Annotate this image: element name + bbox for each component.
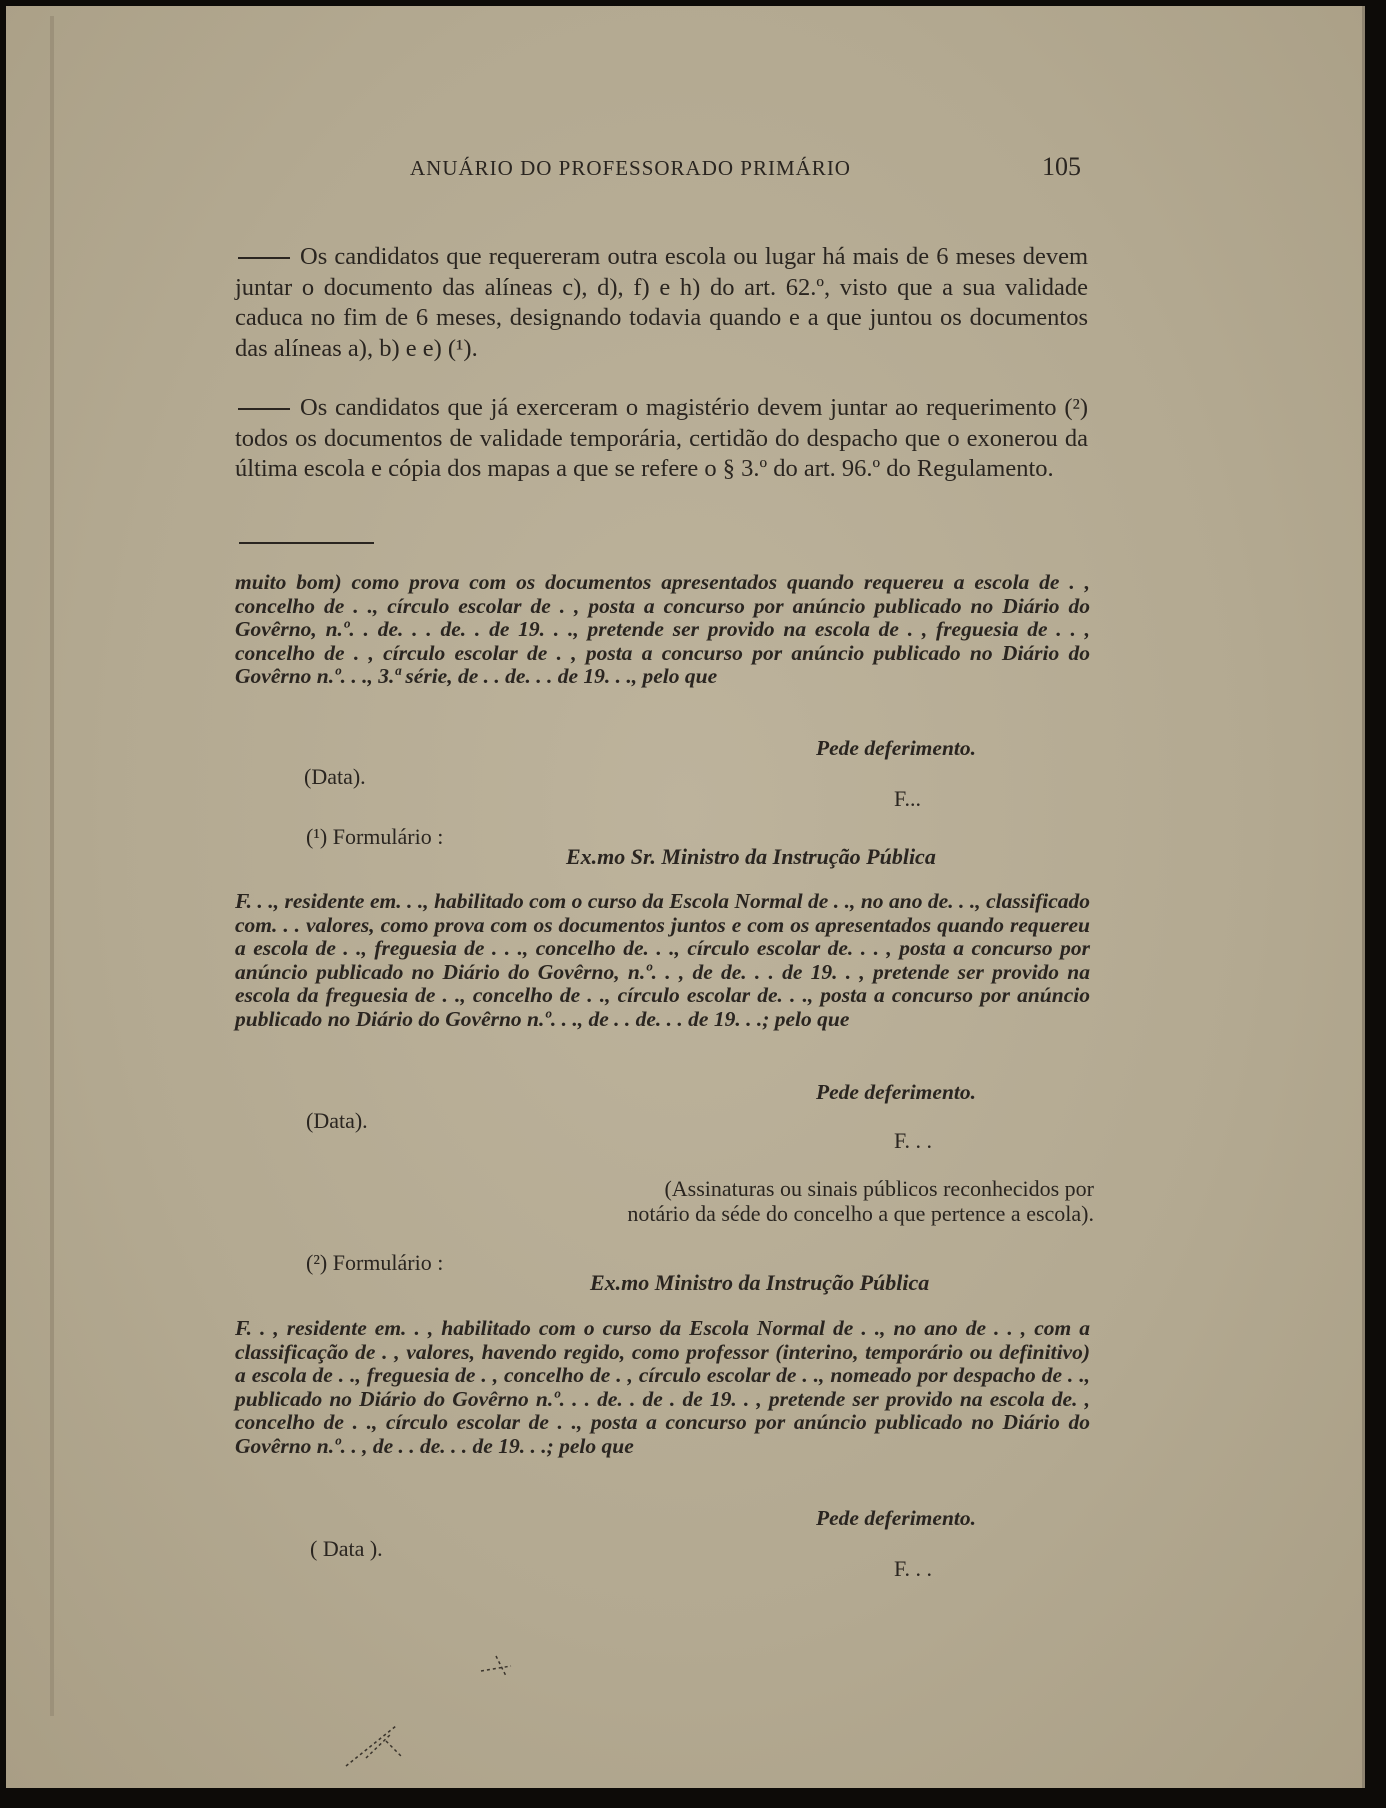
footnote-date: (Data). (304, 764, 366, 789)
em-dash-rule (238, 408, 290, 410)
paragraph-1 (235, 242, 1088, 364)
form-2-closing: Pede deferimento. (816, 1506, 977, 1530)
em-dash-rule (238, 257, 290, 259)
footnote-closing: Pede deferimento. (816, 736, 977, 760)
form-1-authentication-note-line-2: notário da séde do concelho a que pertence a escola). (627, 1201, 1094, 1226)
form-2-addressee: Ex.mo Ministro da Instrução Pública (590, 1270, 930, 1295)
paragraph-2-text: Os candidatos que já exerceram o magistério devem juntar ao requerimento (²) todos os documentos de validade temporária, certidão do despacho que o exonerou da última escola e cópia dos mapas a que se refere o § 3.º do art. 96.º do Regulamento. (235, 394, 1088, 482)
pencil-scribble-mark (306, 1646, 546, 1786)
page-number: 105 (1042, 152, 1081, 181)
footnote-continuation-text: muito bom) como prova com os documentos apresentados quando requereu a escola de . , concelho de . ., círculo escolar de . , posta a concurso por anúncio publicado no Diário do Govêrno, n.º. . de. . . de. . de 19. . ., pretende ser provido na escola de . , freguesia de . . , concelho de . , círculo escolar de . , posta a concurso por anúncio publicado no Diário do Govêrno n.º. . ., 3.ª série, de . . de. . . de 19. . ., pelo que (235, 570, 1090, 688)
form-1-closing: Pede deferimento. (816, 1080, 977, 1104)
form-2-signature: F. . . (894, 1556, 932, 1581)
form-2-date: ( Data ). (310, 1536, 383, 1561)
form-1-text: F. . ., residente em. . ., habilitado com o curso da Escola Normal de . ., no ano de. . ., classificado com. . . valores, como prova com os documentos juntos e com os apresentados quando requereu a escola de . ., freguesia de . . ., concelho de. . ., círculo escolar de. . . , posta a concurso por anúncio publicado no Diário do Govêrno, n.º. . , de de. . . de 19. . , pretende ser provido na escola da freguesia de . ., concelho de . ., círculo escolar de. . ., posta a concurso por anúncio publicado no Diário do Govêrno n.º. . ., de . . de. . . de 19. . .; pelo que (235, 889, 1090, 1031)
book-page (6, 6, 1365, 1788)
form-1-signature: F. . . (894, 1128, 932, 1153)
form-2-text: F. . , residente em. . , habilitado com o curso da Escola Normal de . ., no ano de . . , com a classificação de . , valores, havendo regido, como professor (interino, temporário ou definitivo) a escola de . ., freguesia de . , concelho de . , círculo escolar de . ., nomeado por despacho de . ., publicado no Diário do Govêrno n.º. . . de. . de . de 19. . , pretende ser provido na escola de. , concelho de . ., círculo escolar de . ., posta a concurso por anúncio publicado no Diário do Govêrno n.º. . , de . . de. . . de 19. . .; pelo que (235, 1316, 1090, 1458)
form-1-date: (Data). (306, 1108, 368, 1133)
paragraph-1-text: Os candidatos que requereram outra escola ou lugar há mais de 6 meses devem juntar o documento das alíneas c), d), f) e h) do art. 62.º, visto que a sua validade caduca no fim de 6 meses, designando todavia quando e a que juntou os documentos das alíneas a), b) e e) (¹). (235, 243, 1088, 362)
footnote-separator (239, 542, 374, 544)
form-2-label: (²) Formulário : (306, 1250, 444, 1275)
running-head: ANUÁRIO DO PROFESSORADO PRIMÁRIO (410, 156, 851, 180)
footnote-signature: F... (894, 786, 921, 811)
form-1-addressee: Ex.mo Sr. Ministro da Instrução Pública (566, 844, 936, 869)
paragraph-2 (235, 393, 1088, 485)
page-left-edge (50, 16, 54, 1716)
form-1-authentication-note-line-1: (Assinaturas ou sinais públicos reconhecidos por (664, 1176, 1094, 1201)
form-1-label: (¹) Formulário : (306, 824, 444, 849)
